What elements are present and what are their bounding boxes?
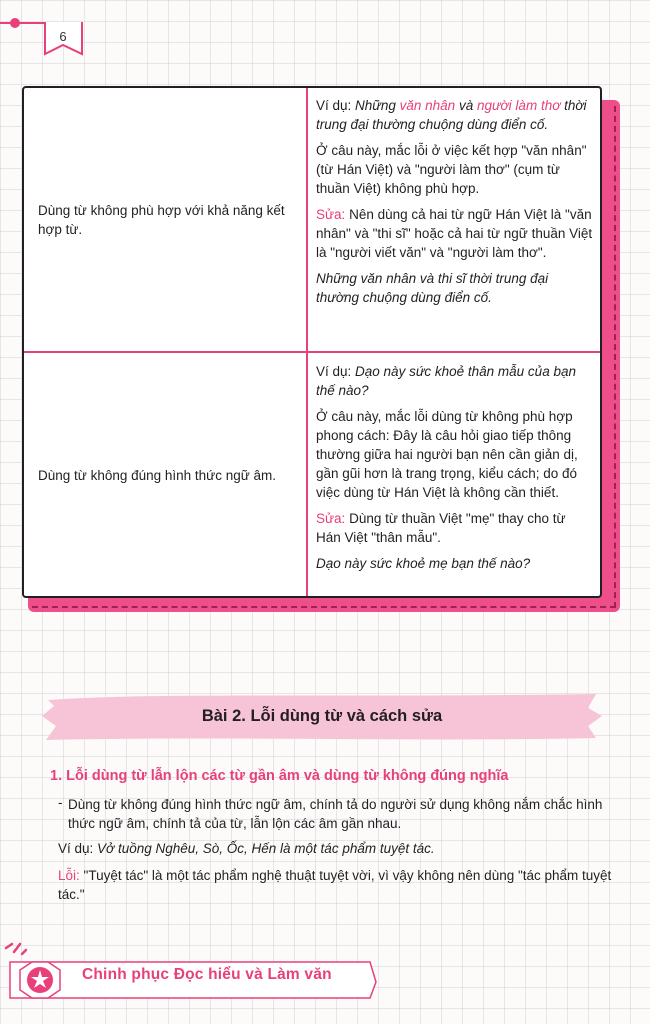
table-row-2-explanation: Ở câu này, mắc lỗi dùng từ không phù hợp phong cách: Đây là câu hỏi giao tiếp thông thường giữa hai người bạn nên cần giản dị, gần gũi hơn là trang trọng, kiểu cách; do đó việc dùng từ Hán Việt là không cần thiết. [316,409,578,500]
table-row-2-content [307,362,602,580]
bullet-marker: - [58,795,63,810]
table-row-1-corrected: Những văn nhân và thi sĩ thời trung đại thường chuộng dùng điển cố. [316,271,549,305]
footer-emblem-icon [20,962,60,998]
bullet-text: Dùng từ không đúng hình thức ngữ âm, chính tả do người sử dụng không nắm chắc hình thức ngữ âm, chính tả của từ, lẫn lộn các âm gần nhau. [68,797,603,831]
table-row-1-example: Ví dụ: Những văn nhân và người làm thơ thời trung đại thường chuộng dùng điển cố. [316,98,587,132]
error-table [22,86,602,598]
table-row-1-content [307,96,602,314]
table-row-2-example: Ví dụ: Dạo này sức khoẻ thân mẫu của bạn thế nào? [316,364,576,398]
footer-badge [0,940,380,1004]
table-row-1-fix: Sửa: Nên dùng cả hai từ ngữ Hán Việt là "văn nhân" và "thi sĩ" hoặc cả hai từ ngữ thuần Việt là "người viết văn" và "người làm thơ". [316,207,593,260]
table-row-1-category: Dùng từ không phù hợp với khả năng kết hợp từ. [38,202,285,237]
sparkle-icon [6,944,26,954]
page-marker-dot [10,18,20,28]
lesson-title-banner [40,688,604,744]
page-number: 6 [59,29,67,44]
page-marker-line [0,22,44,24]
section-error: Lỗi: "Tuyệt tác" là một tác phẩm nghệ thuật tuyệt vời, vì vậy không nên dùng "tác phẩm tuyệt tác." [58,868,612,902]
lesson-title: Bài 2. Lỗi dùng từ và cách sửa [201,706,443,725]
table-row-2-corrected: Dạo này sức khoẻ mẹ bạn thế nào? [316,556,531,571]
section-heading: 1. Lỗi dùng từ lẫn lộn các từ gần âm và dùng từ không đúng nghĩa [50,768,509,784]
footer-title: Chinh phục Đọc hiểu và Làm văn [82,966,332,983]
table-row-2-fix: Sửa: Dùng từ thuần Việt "mẹ" thay cho từ Hán Việt "thân mẫu". [316,511,566,545]
table-row-1-explanation: Ở câu này, mắc lỗi ở việc kết hợp "văn nhân" (từ Hán Việt) và "người làm thơ" (cụm từ thuần Việt) không phù hợp. [316,143,587,196]
section-example: Ví dụ: Vở tuồng Nghêu, Sò, Ốc, Hến là một tác phẩm tuyệt tác. [58,841,435,856]
page-number-flag [44,22,84,62]
table-row-2-category: Dùng từ không đúng hình thức ngữ âm. [38,468,277,483]
